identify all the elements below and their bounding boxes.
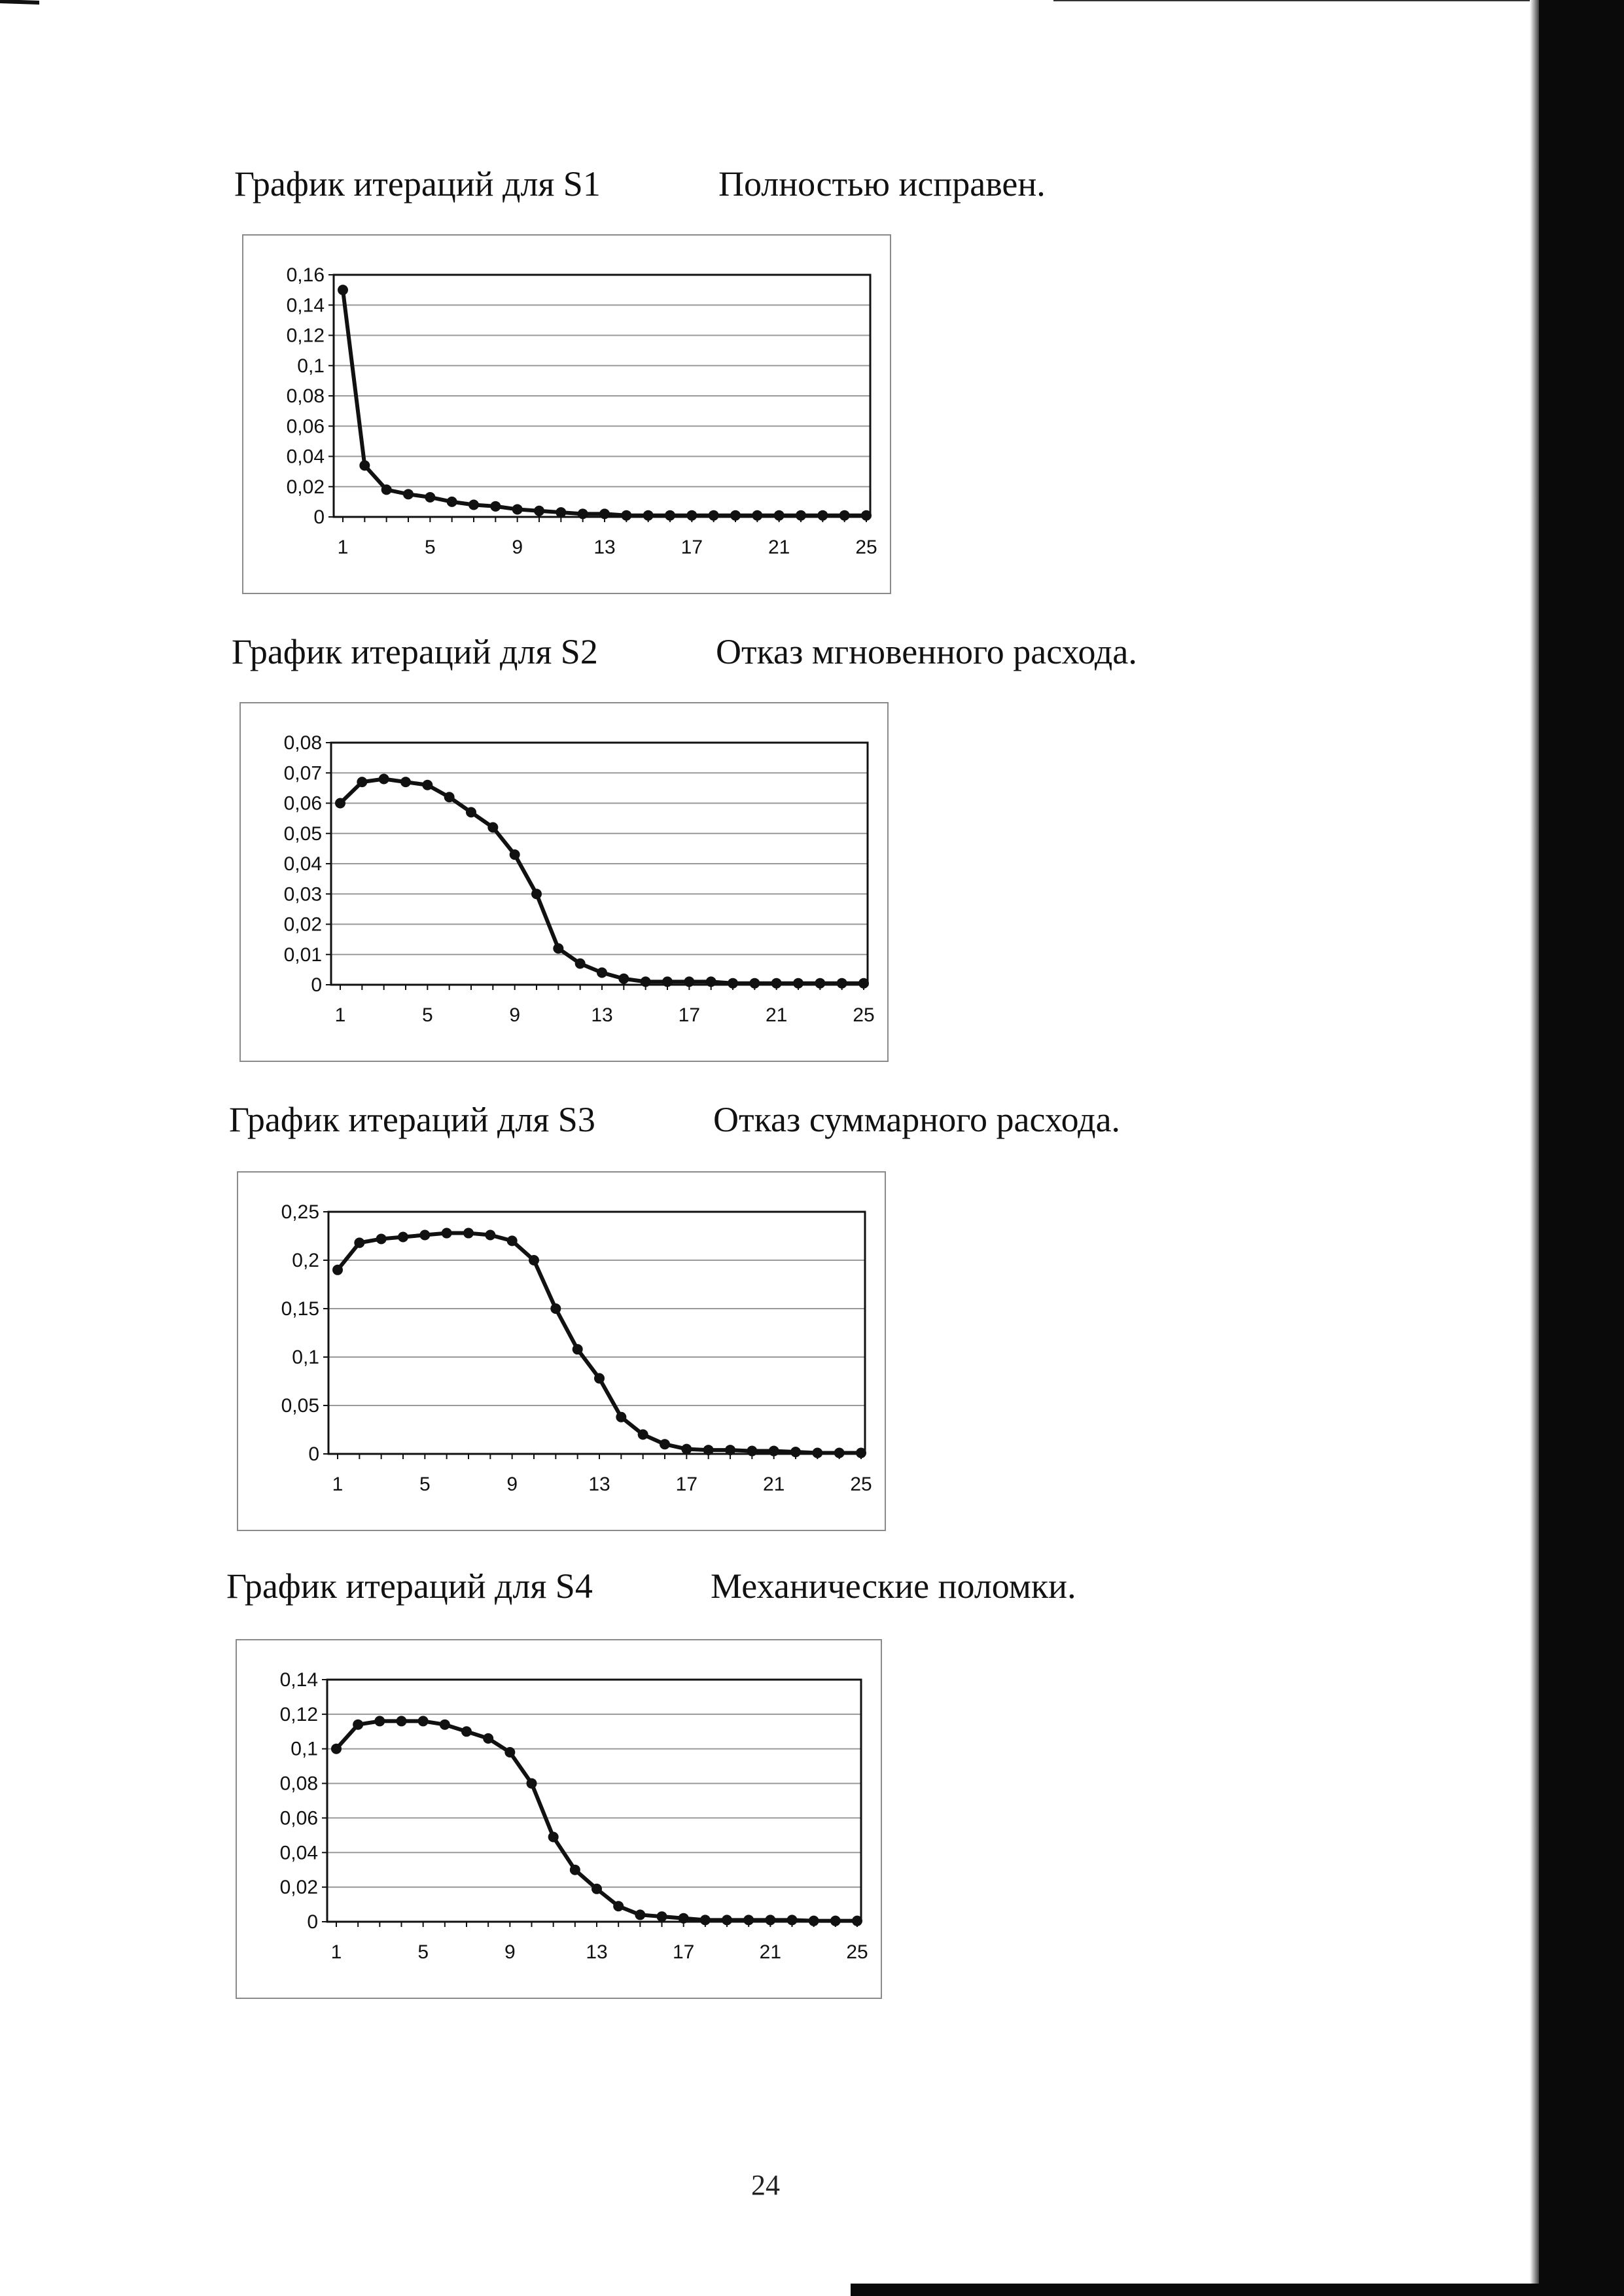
data-point	[510, 849, 520, 860]
data-point	[442, 1228, 452, 1239]
data-point	[837, 978, 847, 989]
section-2-caption: График итераций для S2	[232, 632, 598, 671]
data-point	[440, 1720, 450, 1730]
data-point	[332, 1265, 343, 1275]
y-tick-label: 0,05	[283, 822, 322, 845]
y-tick-label: 0,1	[297, 355, 325, 377]
page-number: 24	[751, 2169, 780, 2201]
data-point	[635, 1909, 645, 1920]
data-point	[665, 510, 675, 521]
x-tick-label: 21	[765, 1004, 788, 1026]
y-tick-label: 0,06	[279, 1807, 318, 1829]
data-point	[730, 510, 741, 521]
x-tick-label: 13	[588, 1474, 610, 1495]
x-tick-label: 17	[680, 537, 703, 558]
data-point	[725, 1445, 735, 1455]
section-2-description: Отказ мгновенного расхода.	[716, 632, 1137, 671]
y-tick-label: 0,08	[286, 385, 325, 407]
x-tick-label: 5	[417, 1941, 429, 1963]
y-tick-label: 0,2	[292, 1250, 319, 1271]
data-point	[641, 976, 651, 987]
chart-4	[237, 1640, 881, 1998]
data-point	[681, 1444, 692, 1455]
x-tick-label: 25	[853, 1004, 875, 1026]
data-point	[374, 1716, 385, 1726]
chart-3-frame	[237, 1171, 886, 1531]
data-point	[774, 510, 785, 521]
x-tick-label: 9	[512, 537, 523, 558]
data-point	[662, 976, 673, 987]
data-point	[512, 504, 523, 514]
x-tick-label: 5	[421, 1004, 433, 1026]
x-tick-label: 21	[768, 537, 790, 558]
data-point	[815, 978, 825, 989]
data-point	[381, 484, 392, 495]
data-point	[618, 974, 629, 984]
x-tick-label: 13	[593, 537, 616, 558]
y-tick-label: 0,04	[279, 1842, 318, 1864]
series-line	[343, 290, 866, 516]
data-point	[463, 1228, 474, 1239]
data-point	[856, 1448, 866, 1458]
data-point	[354, 1237, 364, 1248]
x-tick-label: 13	[586, 1941, 608, 1963]
chart-2	[241, 703, 887, 1061]
data-point	[466, 807, 476, 817]
scan-right-edge	[1539, 0, 1624, 2296]
y-tick-label: 0,04	[286, 446, 325, 468]
data-point	[550, 1303, 561, 1314]
data-point	[425, 492, 435, 503]
data-point	[817, 510, 828, 521]
x-tick-label: 25	[850, 1474, 872, 1495]
y-tick-label: 0,07	[283, 762, 322, 785]
data-point	[578, 508, 588, 519]
data-point	[769, 1446, 779, 1457]
x-tick-label: 17	[675, 1474, 698, 1495]
y-tick-label: 0,02	[286, 476, 325, 498]
data-point	[376, 1233, 387, 1244]
series-line	[340, 779, 864, 983]
data-point	[447, 497, 457, 507]
data-point	[749, 978, 760, 989]
y-tick-label: 0	[313, 506, 325, 528]
data-point	[793, 978, 803, 989]
data-point	[556, 507, 566, 518]
data-point	[722, 1915, 732, 1925]
data-point	[684, 976, 694, 987]
data-point	[594, 1373, 605, 1384]
data-point	[812, 1448, 822, 1458]
data-point	[397, 1716, 407, 1726]
data-point	[613, 1901, 624, 1911]
data-point	[861, 510, 872, 521]
y-tick-label: 0,03	[283, 883, 322, 906]
data-point	[403, 489, 414, 499]
data-point	[553, 944, 563, 954]
data-point	[338, 285, 348, 295]
data-point	[527, 1778, 537, 1789]
data-point	[852, 1916, 862, 1926]
data-point	[507, 1235, 518, 1246]
data-point	[573, 1344, 583, 1354]
data-point	[790, 1447, 801, 1457]
series-line	[338, 1233, 861, 1453]
x-tick-label: 25	[855, 537, 877, 558]
data-point	[660, 1439, 670, 1449]
data-point	[743, 1915, 754, 1925]
chart-4-frame	[236, 1639, 882, 1999]
data-point	[597, 968, 607, 978]
x-tick-label: 1	[337, 537, 349, 558]
y-tick-label: 0,16	[286, 264, 325, 286]
data-point	[686, 510, 697, 521]
x-tick-label: 25	[846, 1941, 868, 1963]
data-point	[529, 1255, 539, 1265]
plot-area-border	[328, 1212, 865, 1454]
chart-1	[243, 236, 890, 593]
y-tick-label: 0,12	[279, 1703, 318, 1725]
y-tick-label: 0,06	[286, 415, 325, 438]
data-point	[643, 510, 654, 521]
x-tick-label: 1	[332, 1474, 344, 1495]
y-tick-label: 0,25	[281, 1201, 319, 1223]
y-tick-label: 0,12	[286, 325, 325, 347]
data-point	[638, 1429, 648, 1439]
data-point	[765, 1915, 775, 1925]
y-tick-label: 0	[311, 974, 322, 996]
data-point	[400, 777, 411, 787]
x-tick-label: 17	[672, 1941, 695, 1963]
data-point	[657, 1911, 667, 1922]
y-tick-label: 0,1	[292, 1347, 319, 1368]
data-point	[461, 1726, 472, 1737]
data-point	[771, 978, 782, 989]
x-tick-label: 17	[678, 1004, 701, 1026]
section-1-description: Полностью исправен.	[718, 164, 1046, 203]
data-point	[398, 1231, 408, 1242]
data-point	[575, 959, 586, 969]
data-point	[331, 1744, 342, 1754]
x-tick-label: 1	[334, 1004, 346, 1026]
y-tick-label: 0,14	[279, 1669, 318, 1691]
data-point	[834, 1448, 845, 1458]
data-point	[468, 500, 479, 510]
x-tick-label: 13	[591, 1004, 613, 1026]
data-point	[703, 1445, 714, 1455]
y-tick-label: 0,02	[283, 913, 322, 936]
scan-top-line	[1053, 0, 1538, 1]
data-point	[548, 1832, 559, 1843]
section-4-description: Механические поломки.	[711, 1566, 1076, 1606]
y-tick-label: 0,02	[279, 1877, 318, 1899]
data-point	[747, 1446, 757, 1457]
y-tick-label: 0,01	[283, 944, 322, 966]
y-tick-label: 0,04	[283, 853, 322, 875]
data-point	[599, 508, 610, 519]
scan-corner-mark	[0, 0, 39, 5]
data-point	[379, 774, 389, 785]
data-point	[787, 1915, 798, 1925]
data-point	[679, 1913, 689, 1924]
data-point	[570, 1865, 580, 1875]
data-point	[809, 1916, 819, 1926]
y-tick-label: 0,14	[286, 294, 325, 317]
x-tick-label: 21	[759, 1941, 782, 1963]
x-tick-label: 5	[419, 1474, 431, 1495]
data-point	[858, 978, 869, 989]
y-tick-label: 0,1	[291, 1738, 318, 1760]
x-tick-label: 21	[762, 1474, 785, 1495]
data-point	[483, 1733, 493, 1744]
x-tick-label: 5	[424, 537, 436, 558]
data-point	[504, 1747, 515, 1757]
data-point	[422, 780, 432, 790]
data-point	[353, 1720, 363, 1730]
data-point	[621, 510, 631, 521]
y-tick-label: 0	[308, 1443, 319, 1465]
y-tick-label: 0,08	[279, 1773, 318, 1795]
data-point	[418, 1716, 429, 1726]
data-point	[591, 1884, 602, 1894]
data-point	[796, 510, 806, 521]
data-point	[335, 798, 345, 809]
data-point	[444, 792, 455, 802]
y-tick-label: 0,06	[283, 792, 322, 815]
data-point	[830, 1916, 841, 1926]
section-3-caption: График итераций для S3	[229, 1100, 595, 1139]
data-point	[752, 510, 762, 521]
y-tick-label: 0,08	[283, 732, 322, 754]
data-point	[700, 1915, 711, 1925]
x-tick-label: 9	[506, 1474, 518, 1495]
x-tick-label: 9	[509, 1004, 521, 1026]
data-point	[534, 506, 544, 516]
data-point	[531, 889, 542, 899]
y-tick-label: 0	[307, 1911, 318, 1933]
section-4-caption: График итераций для S4	[226, 1566, 593, 1606]
data-point	[839, 510, 850, 521]
y-tick-label: 0,05	[281, 1395, 319, 1417]
data-point	[487, 822, 498, 833]
data-point	[359, 460, 370, 470]
data-point	[357, 777, 367, 787]
chart-1-frame	[242, 234, 891, 594]
scan-bottom-edge	[851, 2284, 1624, 2296]
x-tick-label: 9	[504, 1941, 516, 1963]
section-1-caption: График итераций для S1	[234, 164, 601, 203]
data-point	[709, 510, 719, 521]
data-point	[419, 1230, 430, 1241]
chart-2-frame	[239, 702, 889, 1062]
data-point	[490, 501, 501, 512]
x-tick-label: 1	[330, 1941, 342, 1963]
chart-3	[238, 1173, 885, 1530]
data-point	[616, 1412, 626, 1422]
data-point	[706, 976, 716, 987]
y-tick-label: 0,15	[281, 1298, 319, 1320]
data-point	[485, 1230, 495, 1241]
data-point	[728, 978, 738, 989]
section-3-description: Отказ суммарного расхода.	[713, 1100, 1121, 1139]
